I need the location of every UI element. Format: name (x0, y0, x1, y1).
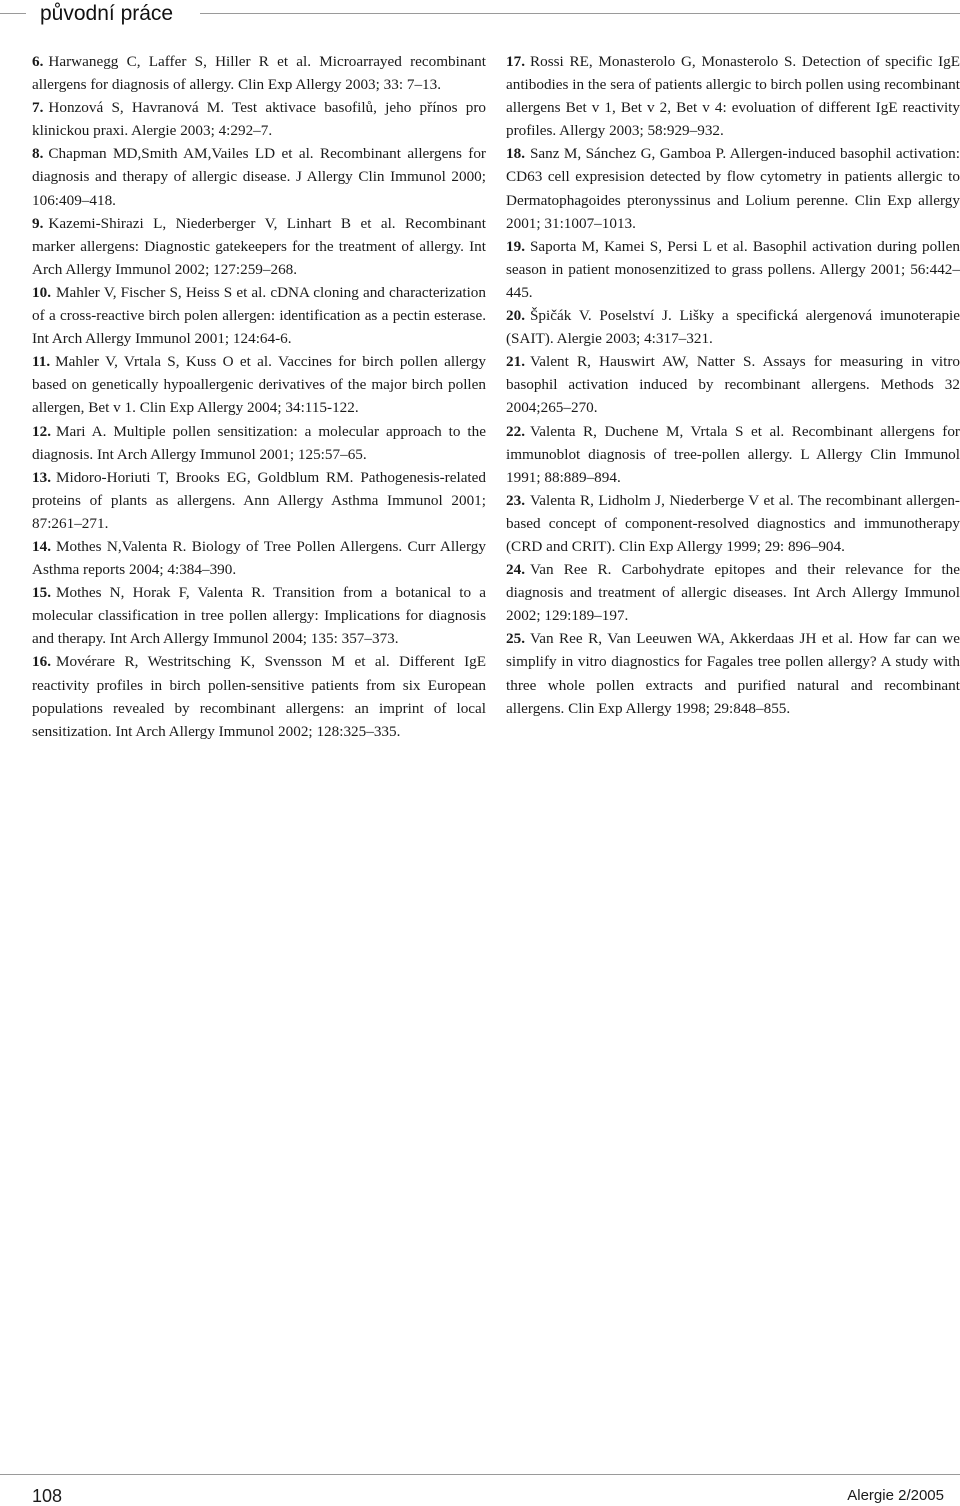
references-column-left (32, 50, 486, 743)
reference-text: Valenta R, Lidholm J, Niederberge V et al. The recombinant allergen-based concept of component-resolved diagnostics and immunotherapy (CRD and CRIT). Clin Exp Allergy 1999; 29: 896–904. (506, 491, 960, 555)
reference-number: 20. (506, 307, 525, 325)
reference-item (32, 142, 486, 211)
reference-number: 21. (506, 353, 525, 371)
reference-text: Mahler V, Vrtala S, Kuss O et al. Vaccines for birch pollen allergy based on genetically hypoallergenic derivatives of the major birch pollen allergen, Bet v 1. Clin Exp Allergy 2004; 34:115-122. (32, 353, 486, 417)
reference-text: Midoro-Horiuti T, Brooks EG, Goldblum RM. Pathogenesis-related proteins of plants as allergens. Ann Allergy Asthma Immunol 2001; 87:261–271. (32, 468, 486, 532)
reference-number: 8. (32, 145, 44, 163)
reference-item (506, 350, 960, 419)
reference-text: Sanz M, Sánchez G, Gamboa P. Allergen-induced basophil activation: CD63 cell expresision detected by flow cytometry in patients allergic to Dermatophagoides pteronyssinus and Lolium perenne. Clin Exp allergy 2001; 31:1007–1013. (506, 145, 960, 232)
reference-item (506, 50, 960, 142)
reference-item (506, 627, 960, 719)
reference-item (32, 581, 486, 650)
reference-number: 18. (506, 145, 525, 163)
reference-item (32, 535, 486, 581)
reference-item (506, 142, 960, 234)
section-label: původní práce (40, 2, 174, 25)
reference-number: 9. (32, 214, 44, 232)
reference-item (506, 489, 960, 558)
reference-number: 6. (32, 53, 44, 70)
header-rule-right (200, 13, 960, 14)
reference-text: Van Ree R. Carbohydrate epitopes and their relevance for the diagnosis and treatment of allergic diseases. Int Arch Allergy Immunol 2002; 129:189–197. (506, 561, 960, 625)
reference-text: Mahler V, Fischer S, Heiss S et al. cDNA cloning and characterization of a cross-reactive birch polen allergen: identification as a pectin esterase. Int Arch Allergy Immunol 2001; 124:64-6. (32, 283, 486, 348)
reference-text: Špičák V. Poselství J. Lišky a specifická alergenová imunoterapie (SAIT). Alergie 2003; 4:317–321. (506, 307, 960, 348)
reference-text: Chapman MD,Smith AM,Vailes LD et al. Recombinant allergens for diagnosis and therapy of allergic disease. J Allergy Clin Immunol 2000; 106:409–418. (32, 145, 486, 209)
reference-number: 23. (506, 491, 525, 509)
reference-number: 16. (32, 653, 51, 671)
reference-number: 12. (32, 422, 51, 440)
reference-number: 10. (32, 283, 51, 301)
reference-number: 22. (506, 422, 525, 440)
reference-text: Kazemi-Shirazi L, Niederberger V, Linhart B et al. Recombinant marker allergens: Diagnostic gatekeepers for the treatment of allergy. Int Arch Allergy Immunol 2002; 127:259–268. (32, 214, 486, 278)
reference-item (32, 96, 486, 142)
reference-text: Movérare R, Westritsching K, Svensson M et al. Different IgE reactivity profiles in birch pollen-sensitive patients from six European populations revealed by recombinant allergens: an imprint of local sensitization. Int Arch Allergy Immunol 2002; 128:325–335. (32, 653, 486, 740)
reference-text: Harwanegg C, Laffer S, Hiller R et al. Microarrayed recombinant allergens for diagnosis of allergy. Clin Exp Allergy 2003; 33: 7–13. (32, 53, 486, 94)
reference-item (506, 558, 960, 627)
reference-text: Mothes N,Valenta R. Biology of Tree Pollen Allergens. Curr Allergy Asthma reports 2004; 4:384–390. (32, 537, 486, 579)
reference-number: 17. (506, 53, 525, 70)
page-number: 108 (32, 1486, 63, 1506)
reference-number: 24. (506, 561, 525, 579)
reference-item (32, 50, 486, 96)
reference-item (32, 212, 486, 281)
footer-rule (0, 1474, 960, 1475)
reference-item (32, 650, 486, 742)
reference-item (506, 420, 960, 489)
reference-item (506, 235, 960, 304)
reference-text: Mothes N, Horak F, Valenta R. Transition from a botanical to a molecular classification in tree pollen allergy: Implications for diagnosis and therapy. Int Arch Allergy Immunol 2004; 135: 357–373. (32, 584, 486, 648)
reference-item (32, 466, 486, 535)
reference-number: 14. (32, 537, 51, 555)
reference-text: Van Ree R, Van Leeuwen WA, Akkerdaas JH et al. How far can we simplify in vitro diagnostics for Fagales tree pollen allergy? A study with three whole pollen extracts and purified natural and recombinant allergens. Clin Exp Allergy 1998; 29:848–855. (506, 630, 960, 717)
reference-item (32, 420, 486, 466)
journal-issue: Alergie 2/2005 (847, 1487, 944, 1504)
header-rule-left (0, 13, 26, 14)
reference-text: Valenta R, Duchene M, Vrtala S et al. Recombinant allergens for immunoblot diagnosis of tree-pollen allergy. L Allergy Clin Immunol 1991; 88:889–894. (506, 422, 960, 486)
reference-number: 13. (32, 468, 51, 486)
reference-number: 19. (506, 237, 525, 255)
reference-text: Rossi RE, Monasterolo G, Monasterolo S. Detection of specific IgE antibodies in the sera of patients allergic to birch pollen using recombinant allergens Bet v 1, Bet v 2, Bet v 4: evoluation of different IgE reactivity profiles. Allergy 2003; 58:929–932. (506, 53, 960, 140)
reference-item (32, 281, 486, 350)
reference-text: Mari A. Multiple pollen sensitization: a molecular approach to the diagnosis. Int Arch Allergy Immunol 2001; 125:57–65. (32, 422, 486, 463)
reference-item (32, 350, 486, 419)
reference-item (506, 304, 960, 350)
reference-number: 7. (32, 99, 44, 117)
reference-text: Honzová S, Havranová M. Test aktivace basofilů, jeho přínos pro klinickou praxi. Alergie 2003; 4:292–7. (32, 99, 486, 140)
reference-text: Saporta M, Kamei S, Persi L et al. Basophil activation during pollen season in patient monosenzitized to grass pollens. Allergy 2001; 56:442–445. (506, 237, 960, 301)
reference-text: Valent R, Hauswirt AW, Natter S. Assays for measuring in vitro basophil activation induced by recombinant allergens. Methods 32 2004;265–270. (506, 353, 960, 417)
reference-number: 25. (506, 630, 525, 648)
reference-number: 11. (32, 353, 51, 371)
references-column-right (506, 50, 960, 720)
reference-number: 15. (32, 584, 51, 602)
